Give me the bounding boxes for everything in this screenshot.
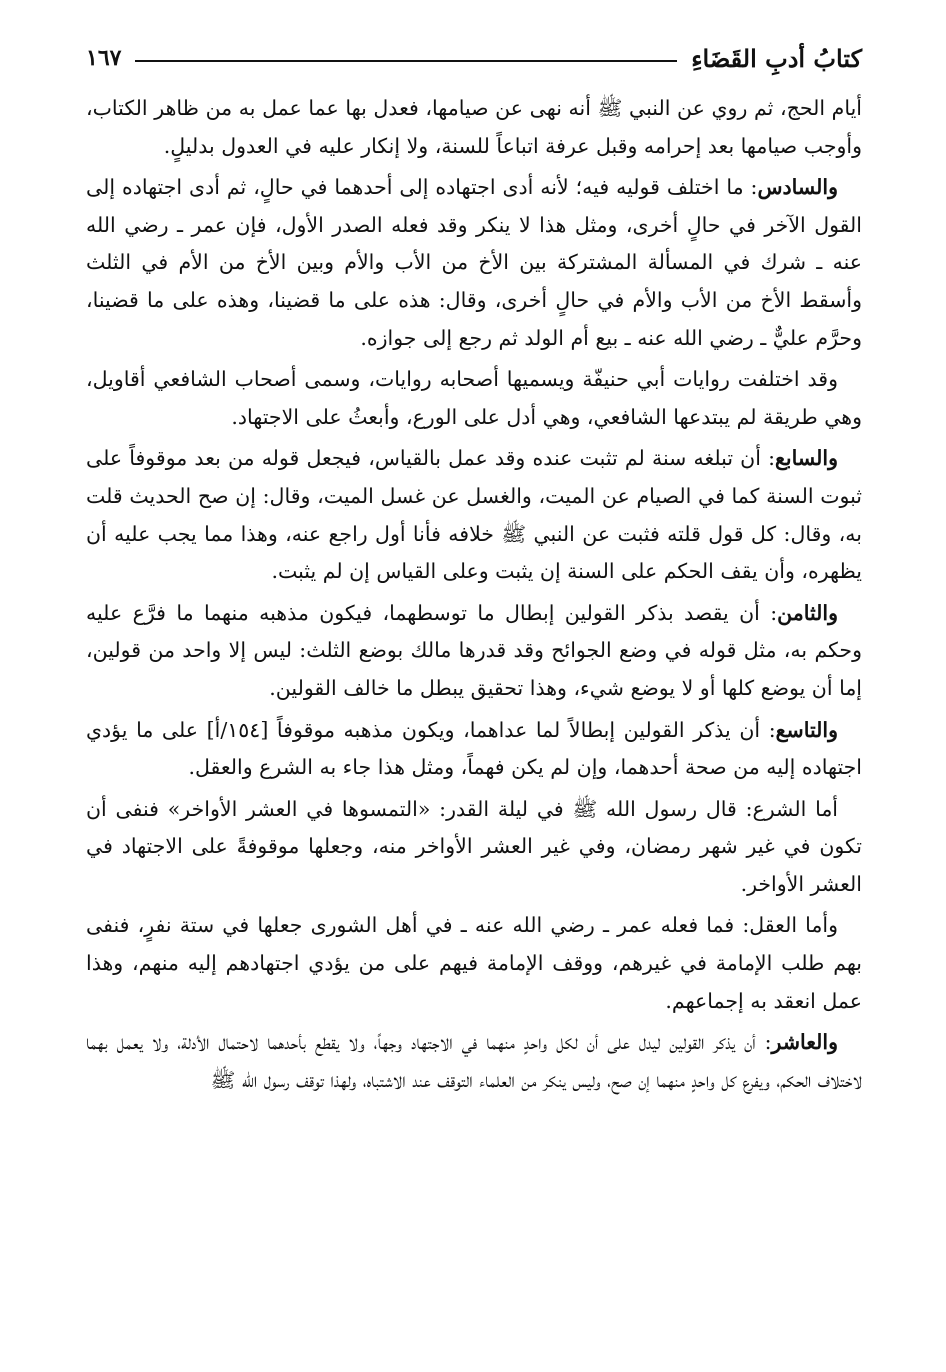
paragraph-lead-word: والثامن [777, 600, 838, 625]
paragraph [86, 90, 862, 165]
paragraph-text: وقد اختلفت روايات أبي حنيفّة ويسميها أصحابه روايات، وسمى أصحاب الشافعي أقاويل، وهي طريقة لم يبتدعها الشافعي، وهي أدل على الورع، وأبعثُ على الاجتهاد. [86, 367, 862, 429]
paragraph-lead-word: والعاشر [771, 1030, 838, 1055]
paragraph [86, 595, 862, 708]
page-header [86, 36, 862, 80]
paragraph [86, 361, 862, 436]
paragraph [86, 791, 862, 904]
body-text [86, 90, 862, 1099]
page [86, 36, 862, 1372]
paragraph-text: : أن يقصد بذكر القولين إبطال ما توسطهما، فيكون مذهبه منهما ما فرَّع عليه وحكم به، مثل قوله في وضع الجوائح وقد قدرها مالك بوضع الثلث: ليس إلا واحد من قولين، إما أن يوضع كلها أو لا يوضع شيء، وهذا تحقيق يبطل ما خالف القولين. [86, 600, 862, 700]
paragraph-text: : أن يذكر القولين إبطالاً لما عداهما، ويكون مذهبه موقوفاً [١٥٤/أ] على ما يؤدي اجتهاده إليه من صحة أحدهما، وإن لم يكن فهماً، ومثل هذا جاء به الشرع والعقل. [86, 717, 862, 780]
page-number: ١٦٧ [86, 45, 122, 71]
paragraph-text: : أن تبلغه سنة لم تثبت عنده وقد عمل بالقياس، فيجعل قوله من بعد موقوفاً على ثبوت السنة كما في الصيام عن الميت، والغسل عن غسل الميت، وقال: إن صح الحديث قلت به، وقال: كل قول قلته فثبت عن النبي ﷺ خلافه فأنا أول راجع عنه، وهذا مما يجب عليه أن يظهره، وأن يقف الحكم على السنة إن يثبت وعلى القياس إن لم يثبت. [86, 446, 862, 584]
paragraph-text: وأما العقل: فما فعله عمر ـ رضي الله عنه ـ في أهل الشورى جعلها في ستة نفرٍ، فنفى بهم طلب الإمامة في غيرهم، ووقف الإمامة فيهم على من يؤدي اجتهادهم إليه منهم، وهذا عمل انعقد به إجماعهم. [86, 913, 862, 1013]
header-rule [135, 60, 677, 62]
paragraph [86, 712, 862, 787]
paragraph-text: : ما اختلف قوليه فيه؛ لأنه أدى اجتهاده إلى أحدهما في حالٍ، ثم أدى اجتهاده إلى القول الآخر في حالٍ أخرى، ومثل هذا لا ينكر وقد فعله الصدر الأول، فإن عمر ـ رضي الله عنه ـ شرك في المسألة المشتركة بين الأخ من الأب والأم وبين الأخ من الأم في الثلث وأسقط الأخ من الأب والأم في حالٍ أخرى، وقال: هذه على ما قضينا، وهذه على ما قضينا، وحرَّم عليٌّ ـ رضي الله عنه ـ بيع أم الولد ثم رجع إلى جوازه. [86, 175, 862, 350]
paragraph [86, 1024, 862, 1099]
paragraph [86, 440, 862, 590]
running-title: كتابُ أدبِ القَضَاءِ [691, 43, 862, 73]
paragraph [86, 169, 862, 357]
paragraph-lead-word: والسادس [757, 175, 838, 200]
paragraph-lead-word: والسابع [775, 446, 838, 471]
paragraph-text: أما الشرع: قال رسول الله ﷺ في ليلة القدر: «التمسوها في العشر الأواخر» فنفى أن تكون في غير شهر رمضان، وفي غير العشر الأواخر منه، وجعلها موقوفةً على الاجتهاد في العشر الأواخر. [86, 796, 862, 896]
paragraph-text: : أن يذكر القولين ليدل على أن لكل واحدٍ منهما في الاجتهاد وجهاً، ولا يقطع بأحدهما لاحتمال الأدلة، ولا يعمل بهما لاختلاف الحكم، ويفرع كل واحدٍ منهما إن صح، وليس ينكر من العلماء التوقف عند الاشتباه، ولهذا توقف رسول الله ﷺ [86, 1030, 862, 1092]
paragraph-lead-word: والتاسع [775, 717, 839, 742]
paragraph [86, 907, 862, 1020]
paragraph-text: أيام الحج، ثم روي عن النبي ﷺ أنه نهى عن صيامها، فعدل بها عما عمل به من ظاهر الكتاب، وأوجب صيامها بعد إحرامه وقبل عرفة اتباعاً للسنة، ولا إنكار عليه في العدول بدليلٍ. [86, 96, 862, 158]
